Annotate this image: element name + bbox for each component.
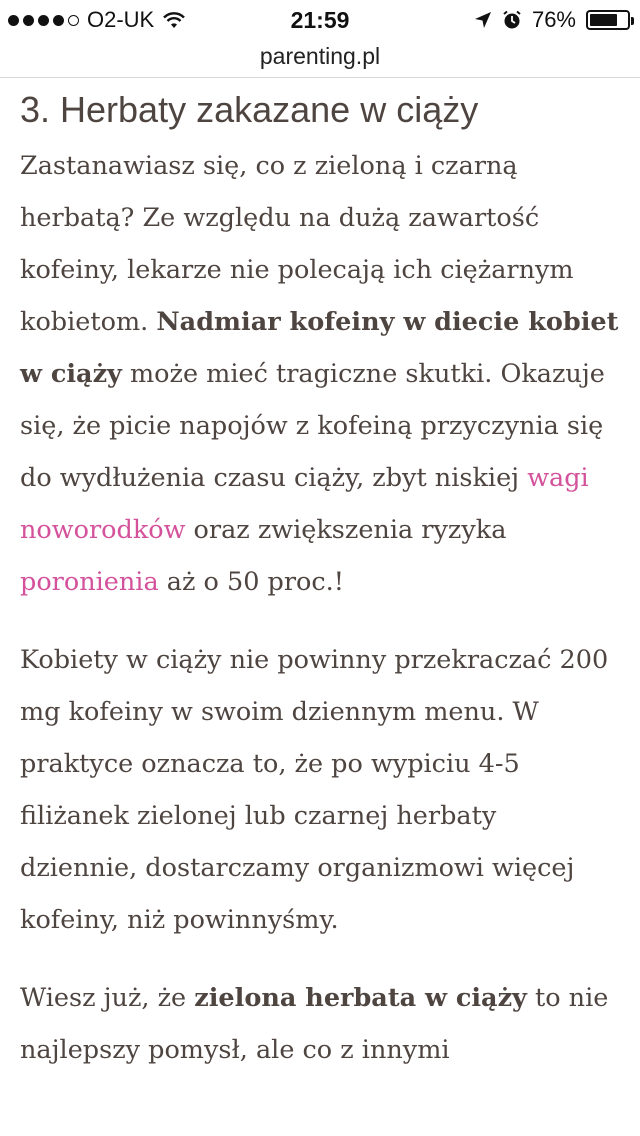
battery-icon (586, 10, 630, 30)
status-bar (0, 0, 640, 40)
status-time: 21:59 (290, 7, 350, 33)
paragraph-2: Kobiety w ciąży nie powinny przekraczać 200 mg kofeiny w swoim dziennym menu. W praktyce oznacza to, że po wypiciu 4-5 filiżanek zielonej lub czarnej herbaty dziennie, dostarczamy organizmowi więcej kofeiny, niż powinnyśmy. (20, 645, 609, 935)
text-span: aż o 50 proc.! (158, 567, 345, 597)
text-span: to nie najlepszy pomysł, ale co z innymi (20, 983, 609, 1065)
section-heading: 3. Herbaty zakazane w ciąży (20, 89, 479, 130)
status-right (474, 7, 630, 33)
location-arrow-icon (474, 11, 492, 29)
text-span: może mieć tragiczne skutki. Okazuje się, że picie napojów z kofeiną przyczynia się do wydłużenia czasu ciąży, zbyt niskiej (20, 359, 605, 493)
bold-phrase: Nadmiar kofeiny w diecie kobiet w ciąży (20, 307, 619, 389)
text-span: Wiesz już, że (20, 983, 195, 1013)
text-span: oraz zwiększenia ryzyka (185, 515, 507, 545)
text-span: Zastanawiasz się, co z zieloną i czarną herbatą? Ze względu na dużą zawartość kofeiny, lekarze nie polecają ich ciężarnym kobietom. (20, 151, 574, 337)
article-content (20, 80, 620, 1076)
link-wagi-noworodkow[interactable]: wagi noworodków (20, 463, 589, 545)
bold-phrase: zielona herbata w ciąży (194, 983, 527, 1013)
carrier-label: O2-UK (87, 7, 155, 32)
battery-percent: 76% (531, 7, 576, 32)
link-poronienia[interactable]: poronienia (20, 567, 159, 597)
paragraph-3 (20, 972, 620, 1076)
battery-level (590, 14, 617, 26)
paragraph-1 (20, 140, 620, 608)
alarm-icon (502, 10, 522, 30)
address-bar[interactable]: parenting.pl (0, 40, 640, 78)
